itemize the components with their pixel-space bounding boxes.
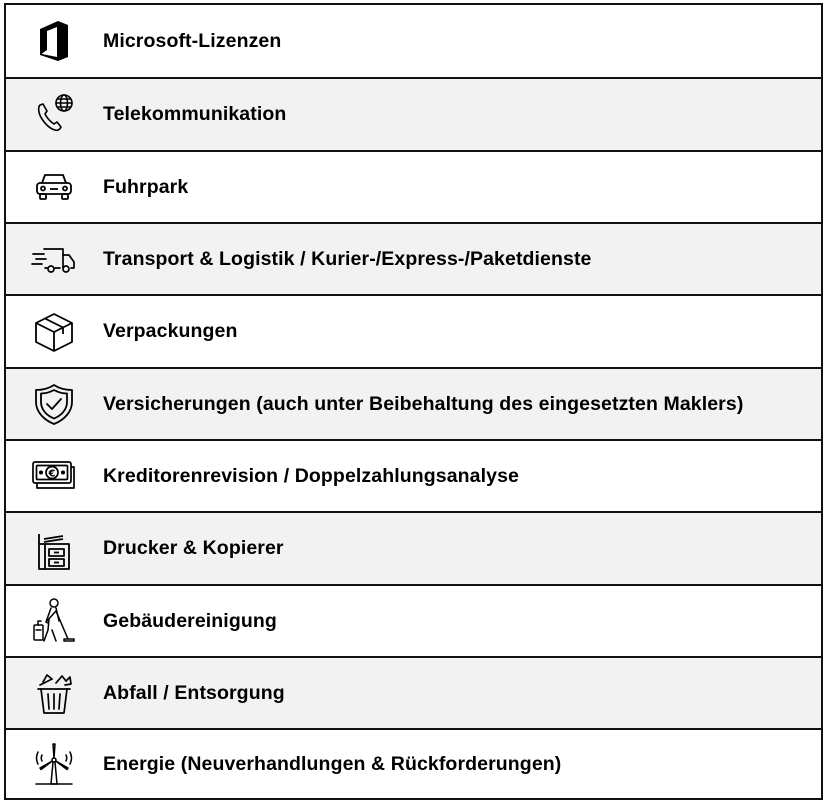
recycling-bin-icon [30,669,78,717]
office-logo-icon [30,17,78,65]
svg-text:€: € [48,468,56,480]
category-label: Abfall / Entsorgung [103,681,285,704]
list-item [6,5,821,77]
shield-check-icon [30,380,78,428]
category-label: Gebäudereinigung [103,609,277,632]
cleaning-person-icon [30,597,78,645]
category-label: Transport & Logistik / Kurier-/Express-/Paketdienste [103,247,592,270]
category-label: Energie (Neuverhandlungen & Rückforderungen) [103,752,562,775]
list-item [6,222,821,294]
list-item [6,728,821,798]
category-table [4,3,823,800]
category-label: Fuhrpark [103,175,189,198]
list-item [6,77,821,150]
list-item [6,294,821,367]
category-label: Verpackungen [103,320,238,342]
list-item [6,367,821,439]
list-item [6,584,821,656]
delivery-truck-icon [30,235,78,283]
printer-copier-icon [30,525,78,573]
phone-globe-icon [30,91,78,139]
list-item [6,439,821,511]
category-label: Kreditorenrevision / Doppelzahlungsanalyse [103,464,519,487]
category-label: Microsoft-Lizenzen [103,29,282,52]
list-item [6,150,821,222]
category-label: Drucker & Kopierer [103,537,284,559]
list-item [6,511,821,584]
wind-turbine-icon [30,740,78,788]
package-box-icon [30,308,78,356]
car-icon [30,163,78,211]
category-label: Versicherungen (auch unter Beibehaltung des eingesetzten Maklers) [103,392,744,415]
list-item [6,656,821,728]
category-label: Telekommunikation [103,103,287,125]
euro-banknotes-icon [30,452,78,500]
